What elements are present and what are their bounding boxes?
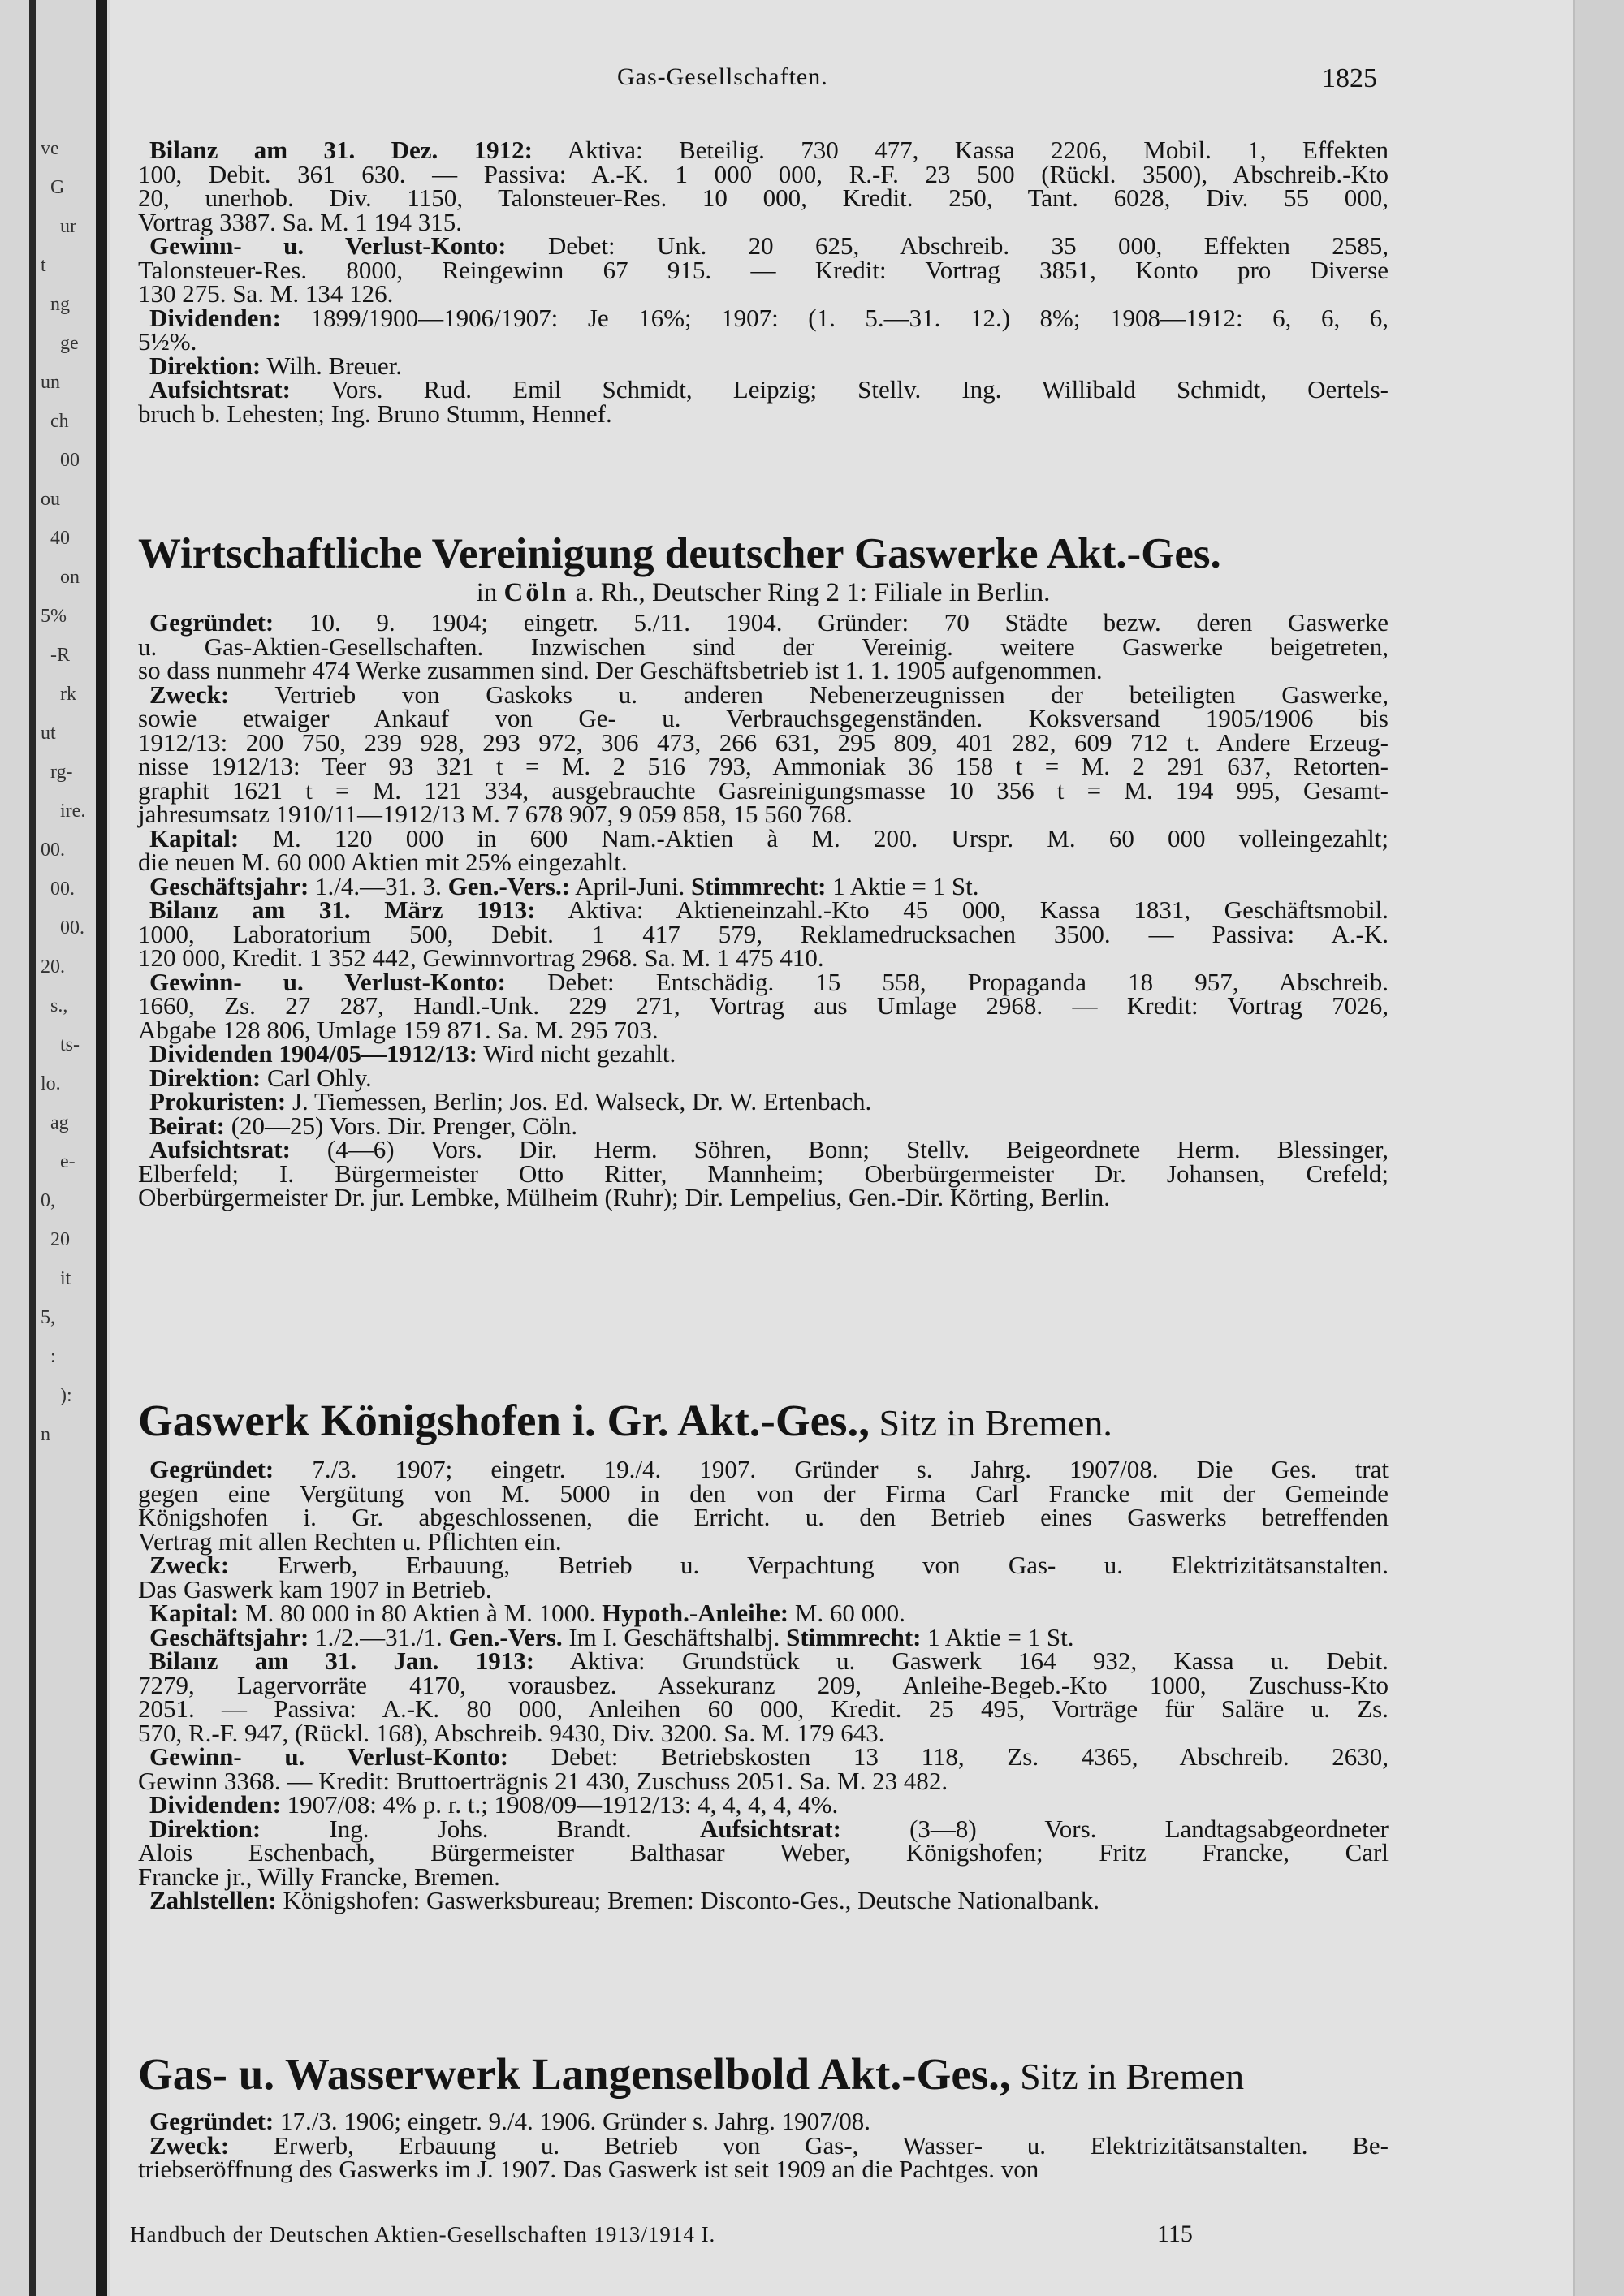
margin-fragment: 5, [41,1307,55,1328]
text-line [138,943,1389,972]
field-text: M. 80 000 in 80 Aktien à M. 1000. [239,1599,603,1627]
field-label: Hypoth.-Anleihe: [602,1599,789,1627]
text-line [138,1838,1389,1867]
margin-fragment: lo. [41,1073,61,1094]
adjacent-page-bleed [0,0,110,2296]
field-text: u. Gas-Aktien-Gesellschaften. Inzwischen sind der Vereinig. weitere Gaswerke beigetreten, [138,632,1389,661]
text-line [138,754,1389,779]
text-line [138,231,1389,260]
running-title: Gas-Gesellschaften. [617,63,828,90]
field-label: Beirat: [149,1111,225,1140]
margin-fragment: 00. [41,839,65,861]
field-text: 1899/1900—1906/1907: Je 16%; 1907: (1. 5.—31. 12.) 8%; 1908—1912: 6, 6, 6, [280,303,1389,332]
text-line [138,159,1389,188]
text-line [138,1087,1389,1116]
field-text: M. 60 000. [788,1599,905,1627]
field-text: Wird nicht gezahlt. [477,1039,676,1068]
city-name: Cöln [503,578,569,607]
field-text: Im I. Geschäftshalbj. [562,1622,787,1651]
margin-fragment: 5% [41,606,67,627]
text-line [138,1742,1389,1771]
text-line [138,1766,1389,1795]
text-line [138,375,1389,404]
text-line [138,658,1389,683]
text-line [138,2109,1389,2134]
text-line [138,2157,1389,2182]
text-line [138,1505,1389,1530]
section-previous-company [138,136,1389,428]
field-text: Debet: Betriebskosten 13 118, Zs. 4365, Abschreib. 2630, [508,1742,1389,1771]
margin-fragment: rk [60,684,76,705]
company-body [138,2109,1389,2182]
text-line [138,183,1389,212]
field-label: Dividenden 1904/05—1912/13: [149,1039,477,1068]
field-text: 1./2.—31./1. [309,1622,449,1651]
margin-fragment: ge [60,333,79,354]
margin-fragment: 0, [41,1190,55,1211]
field-text: 5½%. [138,327,197,356]
text-line [138,1159,1389,1188]
company-body [138,608,1389,1211]
company-location: in Cöln a. Rh., Deutscher Ring 2 1: Filiale in Berlin. [476,578,1051,607]
margin-fragment: 20 [50,1229,70,1250]
text-line [138,1111,1389,1140]
field-label: Gegründet: [149,608,274,637]
field-label: Zweck: [149,1551,230,1579]
field-text: 1./4.—31. 3. [309,871,448,900]
text-line [138,138,1389,162]
text-line [138,1039,1389,1068]
field-label: Aufsichtsrat: [149,1135,291,1163]
field-label: Prokuristen: [149,1087,287,1116]
text-line [138,898,1389,922]
text-line [138,727,1389,757]
company-title: Gas- u. Wasserwerk Langenselbold Akt.-Ges., Sitz in Bremen [138,2049,1245,2099]
field-label: Gewinn- u. Verlust-Konto: [149,231,507,260]
field-text: Das Gaswerk kam 1907 in Betrieb. [138,1574,492,1603]
field-label: Kapital: [149,1599,240,1627]
field-text: Aktiva: Beteilig. 730 477, Kassa 2206, Mobil. 1, Effekten [532,136,1389,164]
field-text: triebseröffnung des Gaswerks im J. 1907. Das Gaswerk ist seit 1909 an die Pachtges. von [138,2155,1039,2183]
footer-sheet-number: 115 [1157,2220,1193,2247]
field-label: Gen.-Vers.: [447,871,571,900]
field-label: Aufsichtsrat: [700,1814,841,1843]
field-label: Stimmrecht: [786,1622,922,1651]
field-label: Bilanz am 31. Dez. 1912: [149,136,533,164]
text-line [138,1553,1389,1577]
text-line [138,1790,1389,1819]
margin-fragment: ag [50,1112,69,1133]
field-text: 1000, Laboratorium 500, Debit. 1 417 579, Reklamedrucksachen 3500. — Passiva: A.-K. [138,919,1389,948]
text-line [138,1457,1389,1482]
field-label: Dividenden: [149,1790,281,1819]
text-line [138,706,1389,731]
field-label: Gewinn- u. Verlust-Konto: [149,967,506,996]
field-text: Vortrag 3387. Sa. M. 1 194 315. [138,207,462,236]
margin-fragment: : [50,1346,56,1367]
field-text: Erwerb, Erbauung, Betrieb u. Verpachtung von Gas- u. Elektrizitätsanstalten. [229,1551,1389,1579]
text-line [138,207,1389,236]
text-line [138,399,1389,428]
field-text: Debet: Entschädig. 15 558, Propaganda 18 957, Abschreib. [505,967,1389,996]
margin-fragment: n [41,1424,50,1445]
section-langenselbold [138,2050,1389,2182]
margin-fragment: ut [41,723,56,744]
company-title: Wirtschaftliche Vereinigung deutscher Gaswerke Akt.-Ges. [138,530,1221,577]
field-text: 570, R.-F. 947, (Rückl. 168), Abschreib. 9430, Div. 3200. Sa. M. 179 643. [138,1718,885,1747]
margin-fragment: 00. [60,917,84,939]
text-line [138,919,1389,948]
text-line [138,1670,1389,1699]
field-text: (4—6) Vors. Dir. Herm. Söhren, Bonn; Stellv. Beigeordnete Herm. Blessinger, [290,1135,1389,1163]
field-text: Ing. Johs. Brandt. [261,1814,700,1843]
field-text: 17./3. 1906; eingetr. 9./4. 1906. Gründer s. Jahrg. 1907/08. [274,2107,871,2135]
margin-fragment: -R [50,645,70,666]
field-text: Alois Eschenbach, Bürgermeister Balthasar Weber, Königshofen; Fritz Francke, Carl [138,1838,1389,1867]
margin-fragment: un [41,372,60,393]
field-text: Königshofen i. Gr. abgeschlossenen, die Erricht. u. den Betrieb eines Gaswerks betreffenden [138,1503,1389,1531]
text-line [138,1622,1389,1651]
field-text: 1660, Zs. 27 287, Handl.-Unk. 229 271, Vortrag aus Umlage 2968. — Kredit: Vortrag 7026, [138,991,1389,1020]
field-text: sowie etwaiger Ankauf von Ge- u. Verbrauchsgegenständen. Koksversand 1905/1906 bis [138,704,1389,732]
text-line [138,775,1389,805]
text-line [138,303,1389,332]
margin-fragment: 40 [50,528,70,549]
text-line [138,1814,1389,1843]
field-text: Erwerb, Erbauung u. Betrieb von Gas-, Wasser- u. Elektrizitätsanstalten. Be- [229,2130,1389,2160]
field-text: April-Juni. [570,871,692,900]
field-text: Debet: Unk. 20 625, Abschreib. 35 000, Effekten 2585, [506,231,1389,260]
field-text: jahresumsatz 1910/11—1912/13 M. 7 678 907, 9 059 858, 15 560 768. [138,800,853,828]
footer-book-title: Handbuch der Deutschen Aktien-Gesellschaften 1913/1914 I. [130,2222,716,2246]
margin-fragment: ch [50,411,69,432]
text-line [138,967,1389,996]
company-body [138,1457,1389,1913]
margin-fragment: ve [41,138,59,159]
text-line [138,608,1389,637]
margin-fragment: ): [60,1385,72,1406]
text-line [138,255,1389,284]
field-text: 1907/08: 4% p. r. t.; 1908/09—1912/13: 4, 4, 4, 4, 4%. [280,1790,839,1819]
field-text: Vertrieb von Gaskoks u. anderen Nebenerzeugnissen der beteiligten Gaswerke, [229,680,1389,709]
margin-fragment: on [60,567,80,588]
field-text: Vertrag mit allen Rechten u. Pflichten ein. [138,1526,562,1556]
text-line [138,1646,1389,1675]
field-text: Oberbürgermeister Dr. jur. Lembke, Mülheim (Ruhr); Dir. Lempelius, Gen.-Dir. Körting, Berlin. [138,1183,1110,1211]
field-text: graphit 1621 t = M. 121 334, ausgebrauchte Gasreinigungsmasse 10 356 t = M. 194 995, Gesamt- [138,775,1389,805]
field-text: 2051. — Passiva: A.-K. 80 000, Anleihen 60 000, Kredit. 25 495, Vorträge für Saläre u. Zs. [138,1694,1389,1723]
text-line [138,279,1389,308]
field-label: Geschäftsjahr: [149,871,309,900]
text-line [138,1478,1389,1508]
field-label: Gen.-Vers. [448,1622,563,1651]
right-page-edge [1573,0,1624,2296]
field-label: Kapital: [149,823,240,852]
field-text: 130 275. Sa. M. 134 126. [138,279,394,308]
field-label: Zweck: [149,680,230,709]
field-text: gegen eine Vergütung von M. 5000 in den von der Firma Carl Francke mit der Gemeinde [138,1478,1389,1508]
field-label: Stimmrecht: [691,871,827,900]
text-line [138,351,1389,380]
field-text: 1912/13: 200 750, 239 928, 293 972, 306 473, 266 631, 295 809, 401 282, 609 712 t. Andere Erzeug- [138,727,1389,757]
section-wirtschaftliche-vereinigung [138,529,1389,1210]
margin-fragment: ng [50,294,70,315]
field-text: (3—8) Vors. Landtagsabgeordneter [840,1814,1389,1843]
field-label: Direktion: [149,1814,261,1843]
field-text: so dass nunmehr 474 Werke zusammen sind. Der Geschäftsbetrieb ist 1. 1. 1905 aufgenommen. [138,656,1103,684]
field-text: Carl Ohly. [261,1063,372,1092]
field-label: Geschäftsjahr: [149,1622,309,1651]
field-label: Bilanz am 31. März 1913: [149,896,536,924]
field-text: 100, Debit. 361 630. — Passiva: A.-K. 1 000 000, R.-F. 23 500 (Rückl. 3500), Abschreib.-Kto [138,159,1389,188]
page-number: 1825 [1322,63,1377,93]
field-text: (20—25) Vors. Dir. Prenger, Cöln. [224,1111,578,1140]
field-text: 7279, Lagervorräte 4170, vorausbez. Assekuranz 209, Anleihe-Begeb.-Kto 1000, Zuschuss-Kto [138,1670,1389,1699]
field-label: Gegründet: [149,2107,274,2135]
margin-fragment: it [60,1268,71,1289]
margin-fragment: ou [41,489,60,510]
text-line [138,680,1389,709]
field-text: Aktiva: Aktieneinzahl.-Kto 45 000, Kassa 1831, Geschäftsmobil. [535,896,1389,924]
text-line [138,991,1389,1020]
field-text: 1 Aktie = 1 St. [826,871,979,900]
field-text: 20, unerhob. Div. 1150, Talonsteuer-Res. 10 000, Kredit. 250, Tant. 6028, Div. 55 000, [138,183,1389,212]
text-line [138,823,1389,852]
field-label: Zweck: [149,2130,230,2160]
margin-fragment: ur [60,216,76,237]
text-line [138,1862,1389,1891]
field-text: die neuen M. 60 000 Aktien mit 25% eingezahlt. [138,848,628,876]
margin-fragment: ts- [60,1034,80,1055]
margin-fragment: G [50,177,65,198]
margin-fragment: t [41,255,46,276]
text-line [138,1015,1389,1044]
text-line [138,802,1389,826]
text-line [138,1601,1389,1625]
field-text: Gewinn 3368. — Kredit: Bruttoerträgnis 21 430, Zuschuss 2051. Sa. M. 23 482. [138,1766,948,1795]
field-text: 120 000, Kredit. 1 352 442, Gewinnvortrag 2968. Sa. M. 1 475 410. [138,943,824,972]
field-label: Direktion: [149,351,261,380]
text-line [138,632,1389,661]
text-line [138,871,1389,900]
field-text: 7./3. 1907; eingetr. 19./4. 1907. Gründer s. Jahrg. 1907/08. Die Ges. trat [274,1455,1389,1483]
book-gutter [96,0,107,2296]
company-title: Gaswerk Königshofen i. Gr. Akt.-Ges., Sitz in Bremen. [138,1396,1112,1445]
text-line [138,1185,1389,1210]
text-line [138,1718,1389,1747]
field-text: J. Tiemessen, Berlin; Jos. Ed. Walseck, Dr. W. Ertenbach. [286,1087,872,1116]
margin-fragment: s., [50,995,68,1016]
field-label: Zahlstellen: [149,1886,277,1914]
margin-fragment: rg- [50,762,73,783]
section-gaswerk-koenigshofen [138,1396,1389,1913]
field-text: Talonsteuer-Res. 8000, Reingewinn 67 915. — Kredit: Vortrag 3851, Konto pro Diverse [138,255,1389,284]
field-text: Abgabe 128 806, Umlage 159 871. Sa. M. 295 703. [138,1015,659,1044]
text-line [138,327,1389,356]
field-label: Dividenden: [149,303,281,332]
margin-fragment: 00 [60,450,80,471]
field-text: Francke jr., Willy Francke, Bremen. [138,1862,500,1891]
text-line [138,2130,1389,2160]
field-text: Königshofen: Gaswerksbureau; Bremen: Disconto-Ges., Deutsche Nationalbank. [276,1886,1100,1914]
margin-fragment: ire. [60,801,86,822]
field-text: Elberfeld; I. Bürgermeister Otto Ritter, Mannheim; Oberbürgermeister Dr. Johansen, Crefeld; [138,1159,1389,1188]
field-label: Direktion: [149,1063,261,1092]
field-label: Gegründet: [149,1455,274,1483]
field-label: Aufsichtsrat: [149,375,291,404]
margin-fragment: e- [60,1151,76,1172]
text-line [138,1574,1389,1603]
field-label: Bilanz am 31. Jan. 1913: [149,1646,535,1675]
field-text: bruch b. Lehesten; Ing. Bruno Stumm, Hennef. [138,399,612,428]
text-line [138,1137,1389,1162]
field-text: Wilh. Breuer. [261,351,403,380]
scan-edge-shadow [29,0,36,2296]
text-line [138,1526,1389,1556]
text-line [138,850,1389,874]
text-line [138,1888,1389,1913]
field-text: Vors. Rud. Emil Schmidt, Leipzig; Stellv. Ing. Willibald Schmidt, Oertels- [290,375,1389,404]
field-text: 10. 9. 1904; eingetr. 5./11. 1904. Gründer: 70 Städte bezw. deren Gaswerke [274,608,1389,637]
text-line [138,1694,1389,1723]
field-text: 1 Aktie = 1 St. [921,1622,1074,1651]
field-text: M. 120 000 in 600 Nam.-Aktien à M. 200. Urspr. M. 60 000 volleingezahlt; [239,823,1389,852]
margin-fragment: 20. [41,956,65,978]
field-label: Gewinn- u. Verlust-Konto: [149,1742,509,1771]
text-line [138,1063,1389,1092]
field-text: Aktiva: Grundstück u. Gaswerk 164 932, Kassa u. Debit. [534,1646,1389,1675]
field-text: nisse 1912/13: Teer 93 321 t = M. 2 516 793, Ammoniak 36 158 t = M. 2 291 637, Retorten- [138,752,1389,780]
margin-fragment: 00. [50,878,75,900]
